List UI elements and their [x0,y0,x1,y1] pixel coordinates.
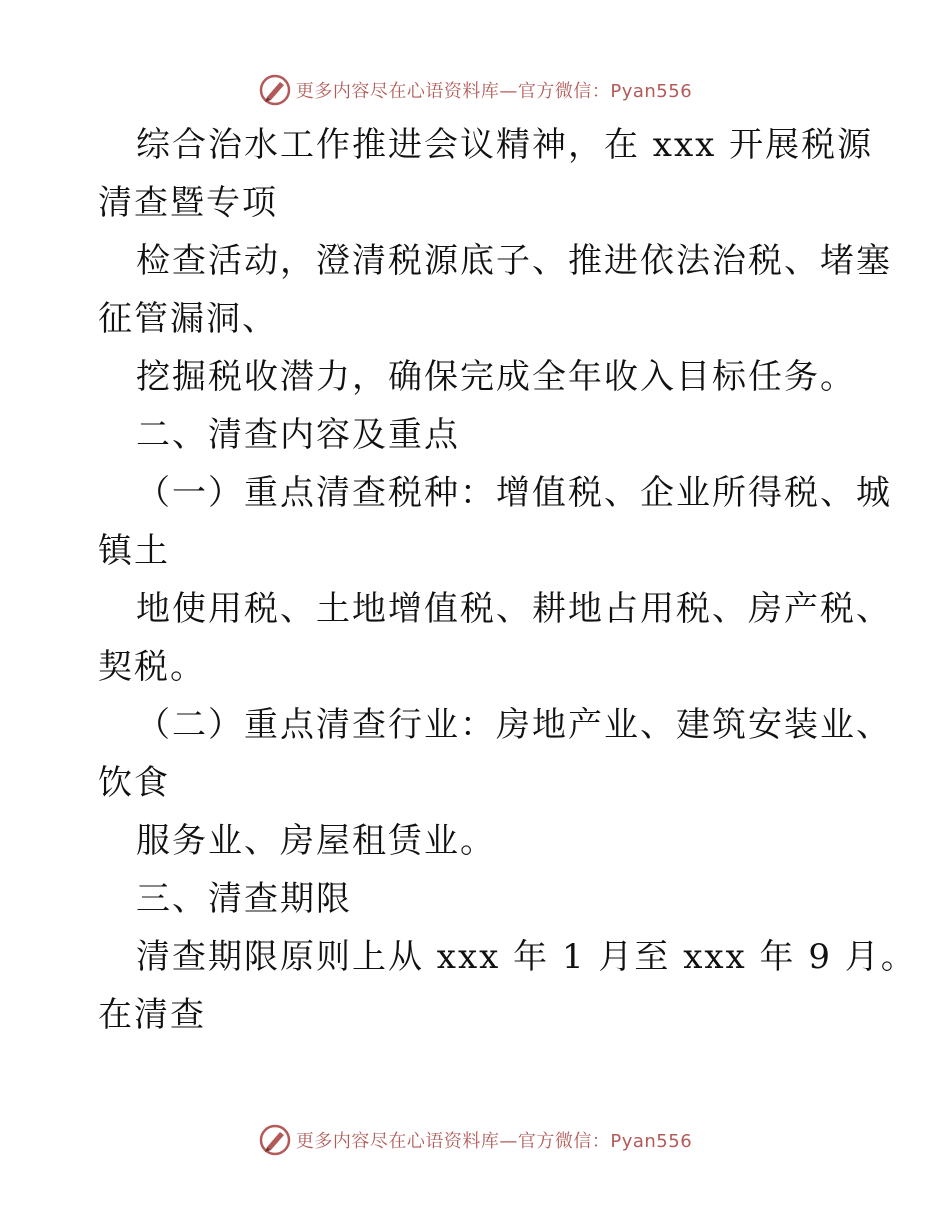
text-line: 契税。 [98,647,206,687]
text-line: 地使用税、土地增值税、耕地占用税、房产税、 [136,589,892,629]
text-line: 镇土 [98,531,170,571]
text-line: 征管漏洞、 [98,299,278,339]
header-watermark-text: 更多内容尽在心语资料库—官方微信：Pyan556 [295,81,693,102]
text-line: （二）重点清查行业：房地产业、建筑安装业、 [136,705,892,745]
text-line: 饮食 [98,763,170,803]
document-body [98,116,917,1044]
header-watermark [0,72,950,108]
text-line: 服务业、房屋租赁业。 [136,821,496,861]
text-line: 综合治水工作推进会议精神，在 xxx 开展税源 [136,125,874,165]
section-heading: 二、清查内容及重点 [136,415,460,455]
footer-watermark-text: 更多内容尽在心语资料库—官方微信：Pyan556 [295,1131,693,1152]
text-line: 挖掘税收潜力，确保完成全年收入目标任务。 [136,357,856,397]
text-line: 在清查 [98,995,206,1035]
pen-logo-icon [258,1123,292,1157]
footer-watermark [0,1122,950,1158]
section-heading: 三、清查期限 [136,879,352,919]
text-line: 检查活动，澄清税源底子、推进依法治税、堵塞 [136,241,892,281]
pen-logo-icon [258,73,292,107]
text-line: （一）重点清查税种：增值税、企业所得税、城 [136,473,892,513]
text-line: 清查期限原则上从 xxx 年 1 月至 xxx 年 9 月。 [136,937,917,977]
text-line: 清查暨专项 [98,183,278,223]
